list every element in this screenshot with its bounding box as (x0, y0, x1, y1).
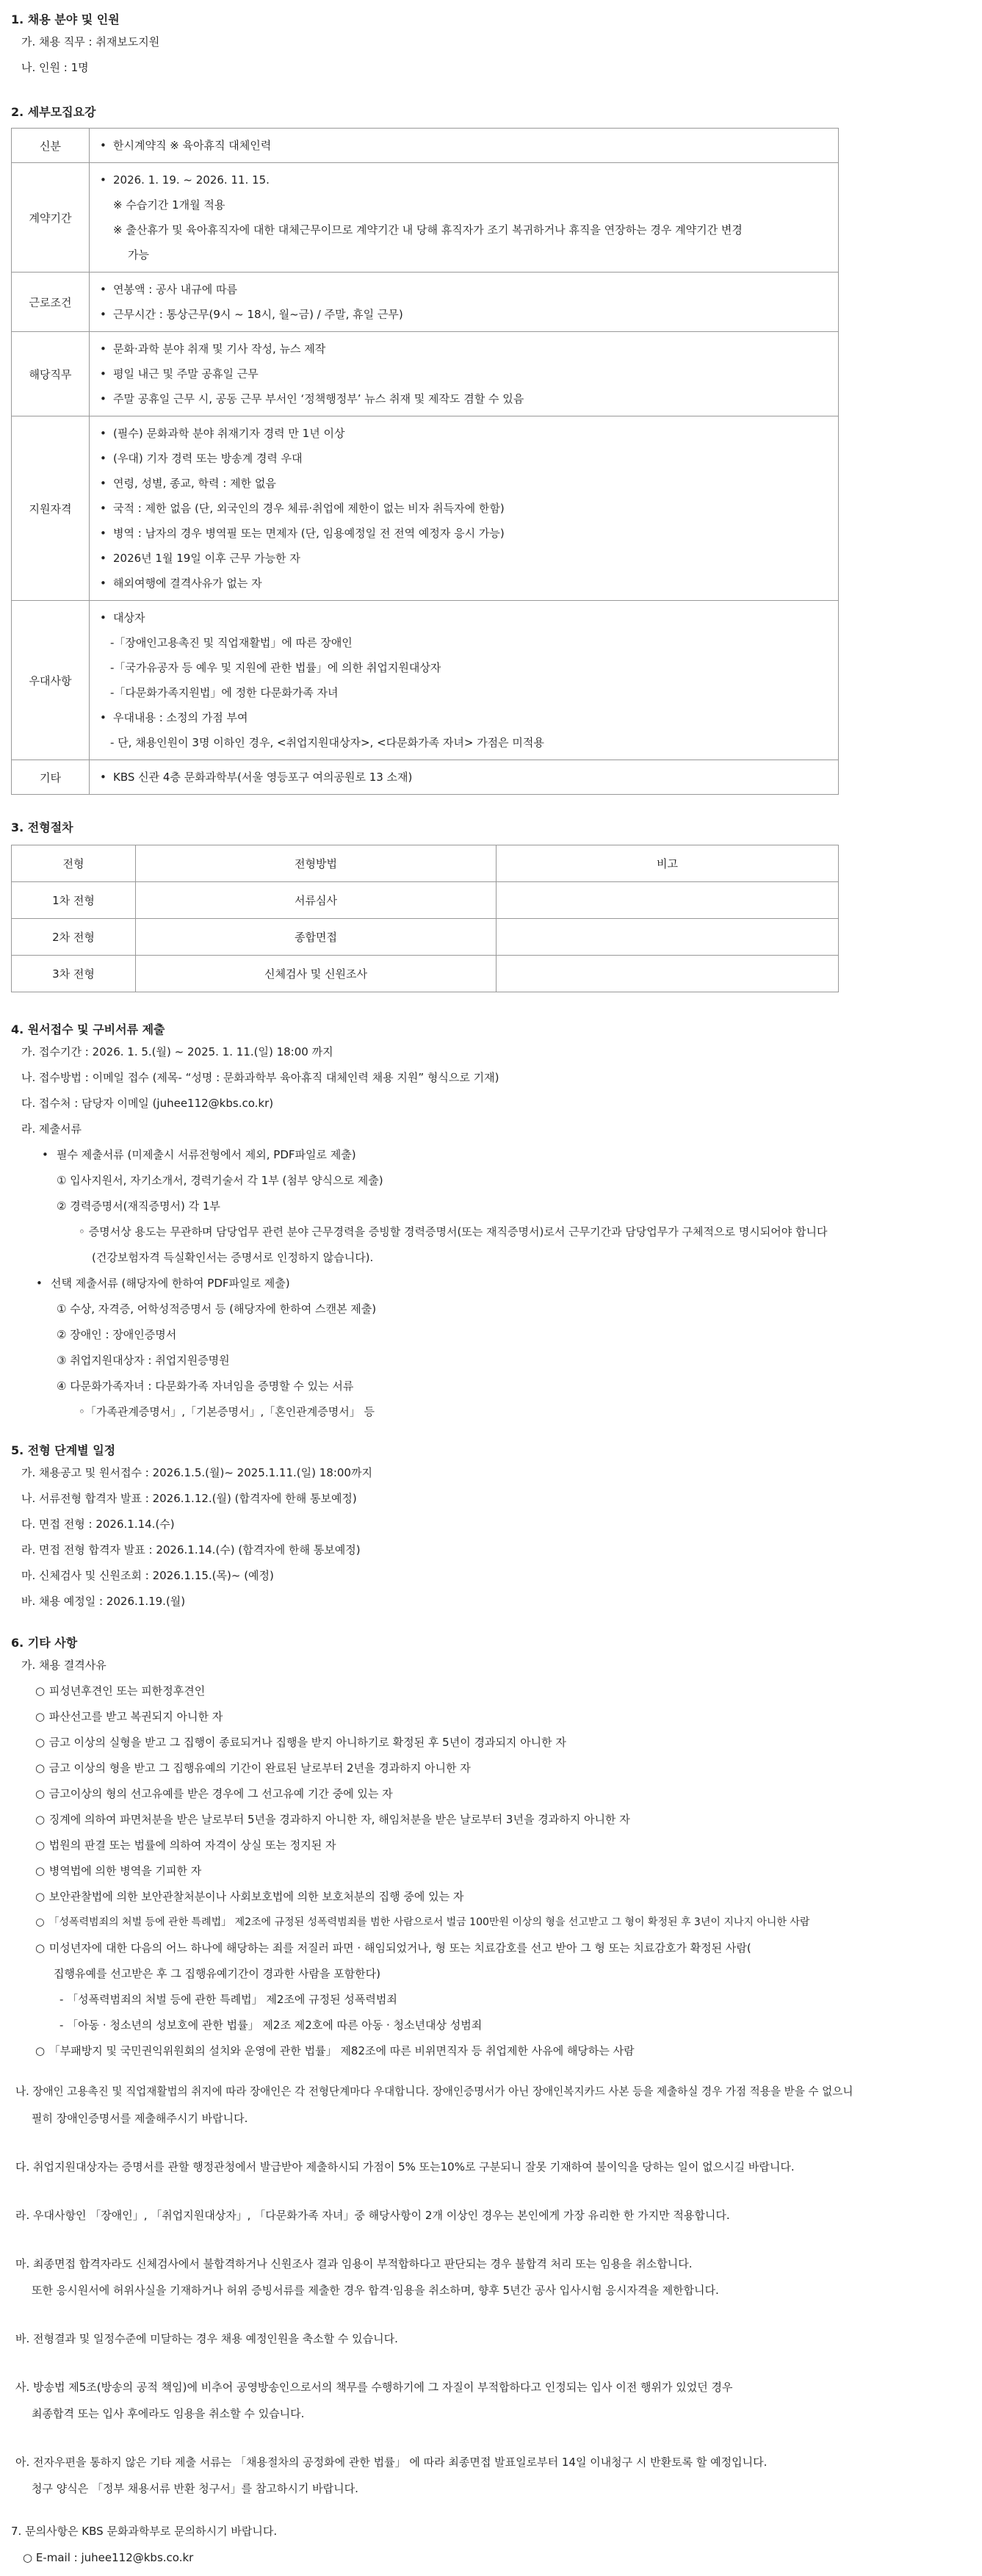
note-e-line1: 마. 최종면접 합격자라도 신체검사에서 불합격하거나 신원조사 결과 임용이 부적합하다고 판단되는 경우 불합격 처리 또는 임용을 취소합니다. (15, 2257, 693, 2270)
table-row (12, 882, 839, 919)
table-cell: 신체검사 및 신원조사 (136, 956, 497, 992)
s5-item-f: 바. 채용 예정일 : 2026.1.19.(월) (21, 1595, 186, 1608)
s4-item-c: 다. 접수처 : 담당자 이메일 (juhee112@kbs.co.kr) (21, 1097, 274, 1110)
table-row (12, 601, 839, 760)
optional-doc-2: ② 장애인 : 장애인증명서 (57, 1328, 177, 1341)
disqualification-item: ○ 병역법에 의한 병역을 기피한 자 (11, 1858, 966, 1884)
s6-item-a: 가. 채용 결격사유 (21, 1659, 106, 1672)
table-cell: 서류심사 (136, 882, 497, 919)
note-d: 라. 우대사항인 「장애인」, 「취업지원대상자」, 「다문화가족 자녀」중 해당사항이 2개 이상인 경우는 본인에게 가장 유리한 한 가지만 적용합니다. (15, 2209, 730, 2222)
disqualification-item: ○ 파산선고를 받고 복권되지 아니한 자 (11, 1704, 966, 1730)
row-note: ※ 수습기간 1개월 적용 (113, 198, 225, 212)
column-header: 비고 (497, 845, 839, 882)
s5-item-a: 가. 채용공고 및 원서접수 : 2026.1.5.(월)~ 2025.1.11.(일) 18:00까지 (21, 1466, 372, 1479)
s4-item-d: 라. 제출서류 (21, 1122, 82, 1136)
note-b-line2: 필히 장애인증명서를 제출해주시기 바랍니다. (32, 2112, 248, 2125)
table-row (12, 129, 839, 163)
section-3-title: 3. 전형절차 (11, 820, 73, 834)
column-header: 전형방법 (136, 845, 497, 882)
optional-docs-heading: 선택 제출서류 (해당자에 한하여 PDF파일로 제출) (51, 1277, 290, 1290)
table-cell: 2차 전형 (12, 919, 136, 956)
row-label: 지원자격 (12, 416, 90, 601)
row-item: • 주말 공휴일 근무 시, 공동 근무 부서인 ‘정책행정부’ 뉴스 취재 및 제작도 겸할 수 있음 (98, 386, 828, 411)
process-table (11, 845, 839, 992)
disqualification-item: ○ 금고이상의 형의 선고유예를 받은 경우에 그 선고유예 기간 중에 있는 자 (11, 1781, 966, 1807)
row-note: ※ 출산휴가 및 육아휴직자에 대한 대체근무이므로 계약기간 내 당해 휴직자가 조기 복귀하거나 휴직을 연장하는 경우 계약기간 변경 (113, 223, 743, 237)
row-item: • 국적 : 제한 없음 (단, 외국인의 경우 체류·취업에 제한이 없는 비자 취득자에 한함) (98, 496, 828, 521)
note-h-line2: 청구 양식은 「정부 채용서류 반환 청구서」를 참고하시기 바랍니다. (32, 2482, 358, 2495)
row-item: • 평일 내근 및 주말 공휴일 근무 (98, 361, 828, 386)
circle-icon: ○ (35, 1864, 46, 1877)
note-b-line1: 나. 장애인 고용촉진 및 직업재활법의 취지에 따라 장애인은 각 전형단계마다 우대합니다. 장애인증명서가 아닌 장애인복지카드 사본 등을 제출하실 경우 가점 적용을 받을 수 없으니 (15, 2085, 853, 2098)
row-label: 우대사항 (12, 601, 90, 760)
disqualification-subitem: - 「성폭력범죄의 처벌 등에 관한 특례법」 제2조에 규정된 성폭력범죄 (59, 1993, 397, 2006)
row-label: 해당직무 (12, 332, 90, 416)
s1-item-b: 나. 인원 : 1명 (21, 61, 89, 74)
row-item: • 병역 : 남자의 경우 병역필 또는 면제자 (단, 임용예정일 전 전역 예정자 응시 가능) (98, 521, 828, 546)
section-4-title: 4. 원서접수 및 구비서류 제출 (11, 1022, 165, 1036)
circle-icon: ○ (35, 1916, 45, 1928)
row-detail: -「다문화가족지원법」에 정한 다문화가족 자녀 (110, 686, 339, 699)
s5-item-c: 다. 면접 전형 : 2026.1.14.(수) (21, 1518, 175, 1531)
column-header: 전형 (12, 845, 136, 882)
disqualification-item: ○ 「성폭력범죄의 처벌 등에 관한 특례법」 제2조에 규정된 성폭력범죄를 범한 사람으로서 벌금 100만원 이상의 형을 선고받고 그 형이 확정된 후 3년이 지나지 아니한 사람 (11, 1910, 966, 1935)
job-posting-document (11, 10, 966, 2571)
row-item: • 2026. 1. 19. ~ 2026. 11. 15. (98, 167, 828, 192)
s5-item-b: 나. 서류전형 합격자 발표 : 2026.1.12.(월) (합격자에 한해 통보예정) (21, 1492, 357, 1505)
row-item: • 근무시간 : 통상근무(9시 ~ 18시, 월~금) / 주말, 휴일 근무) (98, 302, 828, 327)
circle-icon: ○ (35, 1941, 46, 1955)
note-h-line1: 아. 전자우편을 통하지 않은 기타 제출 서류는 「채용절차의 공정화에 관한 법률」 에 따라 최종면접 발표일로부터 14일 이내청구 시 반환토록 할 예정입니다. (15, 2456, 768, 2469)
section-6-title: 6. 기타 사항 (11, 1636, 78, 1650)
bullet-icon: • (36, 1277, 43, 1290)
disqualification-item: ○ 법원의 판결 또는 법률에 의하여 자격이 상실 또는 정지된 자 (11, 1833, 966, 1858)
row-item: • 해외여행에 결격사유가 없는 자 (98, 571, 828, 596)
disqualification-item: ○ 피성년후견인 또는 피한정후견인 (11, 1678, 966, 1704)
disqualification-item: ○ 금고 이상의 실형을 받고 그 집행이 종료되거나 집행을 받지 아니하기로 확정된 후 5년이 경과되지 아니한 자 (11, 1730, 966, 1756)
row-item: • 문화·과학 분야 취재 및 기사 작성, 뉴스 제작 (98, 336, 828, 361)
table-cell (497, 956, 839, 992)
row-label: 근로조건 (12, 273, 90, 332)
required-docs-heading: 필수 제출서류 (미제출시 서류전형에서 제외, PDF파일로 제출) (57, 1148, 356, 1161)
row-detail: -「장애인고용촉진 및 직업재활법」에 따른 장애인 (110, 636, 353, 649)
required-doc-1: ① 입사지원서, 자기소개서, 경력기술서 각 1부 (첨부 양식으로 제출) (57, 1174, 383, 1187)
s5-item-e: 마. 신체검사 및 신원조회 : 2026.1.15.(목)~ (예정) (21, 1569, 274, 1582)
table-row (12, 956, 839, 992)
section-7-title: 7. 문의사항은 KBS 문화과학부로 문의하시기 바랍니다. (11, 2525, 278, 2538)
bullet-icon: • (42, 1148, 48, 1161)
optional-doc-4-note: ◦「가족관계증명서」,「기본증명서」,「혼인관계증명서」 등 (79, 1405, 375, 1418)
required-doc-2-note: ◦ 증명서상 용도는 무관하며 담당업무 관련 분야 근무경력을 증빙할 경력증명서(또는 재직증명서)로서 근무기간과 담당업무가 구체적으로 명시되어야 합니다 (79, 1225, 828, 1238)
required-doc-2: ② 경력증명서(재직증명서) 각 1부 (57, 1199, 220, 1213)
optional-doc-1: ① 수상, 자격증, 어학성적증명서 등 (해당자에 한하여 스캔본 제출) (57, 1302, 377, 1316)
row-label: 신분 (12, 129, 90, 163)
row-item: • KBS 신관 4층 문화과학부(서울 영등포구 여의공원로 13 소재) (98, 765, 828, 790)
table-cell: 1차 전형 (12, 882, 136, 919)
s4-item-b: 나. 접수방법 : 이메일 접수 (제목- “성명 : 문화과학부 육아휴직 대체인력 채용 지원” 형식으로 기재) (21, 1071, 499, 1084)
section-1-title: 1. 채용 분야 및 인원 (11, 12, 120, 26)
row-item: • 우대내용 : 소정의 가점 부여 (98, 705, 828, 730)
table-row (12, 273, 839, 332)
row-detail: -「국가유공자 등 예우 및 지원에 관한 법률」에 의한 취업지원대상자 (110, 661, 441, 674)
disqualification-item: ○ 「부패방지 및 국민권익위원회의 설치와 운영에 관한 법률」 제82조에 따른 비위면직자 등 취업제한 사유에 해당하는 사람 (11, 2038, 966, 2064)
note-g-line1: 사. 방송법 제5조(방송의 공적 책임)에 비추어 공영방송인으로서의 책무를 수행하기에 그 자질이 부적합하다고 인정되는 입사 이전 행위가 있었던 경우 (15, 2381, 733, 2394)
disqualification-item-cont: 집행유예를 선고받은 후 그 집행유예기간이 경과한 사람을 포함한다) (54, 1967, 380, 1980)
disqualification-item: ○ 미성년자에 대한 다음의 어느 하나에 해당하는 죄를 저질러 파면 · 해임되었거나, 형 또는 치료감호를 선고 받아 그 형 또는 치료감호가 확정된 사람( (11, 1935, 966, 1961)
row-detail: - 단, 채용인원이 3명 이하인 경우, <취업지원대상자>, <다문화가족 자녀> 가점은 미적용 (110, 736, 544, 749)
requirements-table (11, 128, 839, 795)
s5-item-d: 라. 면접 전형 합격자 발표 : 2026.1.14.(수) (합격자에 한해 통보예정) (21, 1543, 361, 1556)
section-5-title: 5. 전형 단계별 일정 (11, 1443, 116, 1457)
table-cell (497, 919, 839, 956)
table-row (12, 760, 839, 795)
table-row (12, 919, 839, 956)
circle-icon: ○ (35, 1736, 46, 1749)
circle-icon: ○ (35, 2044, 46, 2057)
circle-icon: ○ (35, 1684, 46, 1698)
circle-icon: ○ (35, 1890, 46, 1903)
table-cell: 종합면접 (136, 919, 497, 956)
row-item: • 한시계약직 ※ 육아휴직 대체인력 (98, 133, 828, 158)
disqualification-item: ○ 징계에 의하여 파면처분을 받은 날로부터 5년을 경과하지 아니한 자, 해임처분을 받은 날로부터 3년을 경과하지 아니한 자 (11, 1807, 966, 1833)
circle-icon: ○ (35, 1787, 46, 1800)
s4-item-a: 가. 접수기간 : 2026. 1. 5.(월) ~ 2025. 1. 11.(일) 18:00 까지 (21, 1045, 333, 1058)
table-cell: 3차 전형 (12, 956, 136, 992)
row-item: • 2026년 1월 19일 이후 근무 가능한 자 (98, 546, 828, 571)
contact-email: ○ E-mail : juhee112@kbs.co.kr (23, 2551, 194, 2564)
table-row (12, 416, 839, 601)
table-row (12, 332, 839, 416)
optional-doc-3: ③ 취업지원대상자 : 취업지원증명원 (57, 1354, 230, 1367)
circle-icon: ○ (35, 1839, 46, 1852)
disqualification-item: ○ 금고 이상의 형을 받고 그 집행유예의 기간이 완료된 날로부터 2년을 경과하지 아니한 자 (11, 1756, 966, 1781)
s1-item-a: 가. 채용 직무 : 취재보도지원 (21, 35, 160, 48)
row-item: • (우대) 기자 경력 또는 방송계 경력 우대 (98, 446, 828, 471)
row-item: • 연령, 성별, 종교, 학력 : 제한 없음 (98, 471, 828, 496)
note-g-line2: 최종합격 또는 입사 후에라도 임용을 취소할 수 있습니다. (32, 2407, 305, 2420)
row-label: 계약기간 (12, 163, 90, 273)
note-e-line2: 또한 응시원서에 허위사실을 기재하거나 허위 증빙서류를 제출한 경우 합격·임용을 취소하며, 향후 5년간 공사 입사시험 응시자격을 제한합니다. (32, 2284, 719, 2297)
note-c: 다. 취업지원대상자는 증명서를 관할 행정관청에서 발급받아 제출하시되 가점이 5% 또는10%로 구분되니 잘못 기재하여 불이익을 당하는 일이 없으시길 바랍니다. (15, 2160, 795, 2173)
row-label: 기타 (12, 760, 90, 795)
section-2-title: 2. 세부모집요강 (11, 105, 96, 119)
row-item: • 대상자 (98, 605, 828, 630)
circle-icon: ○ (35, 1813, 46, 1826)
circle-icon: ○ (35, 1761, 46, 1775)
table-header-row (12, 845, 839, 882)
disqualification-item: ○ 보안관찰법에 의한 보안관찰처분이나 사회보호법에 의한 보호처분의 집행 중에 있는 자 (11, 1884, 966, 1910)
optional-doc-4: ④ 다문화가족자녀 : 다문화가족 자녀임을 증명할 수 있는 서류 (57, 1379, 354, 1393)
note-f: 바. 전형결과 및 일정수준에 미달하는 경우 채용 예정인원을 축소할 수 있습니다. (15, 2332, 398, 2345)
circle-icon: ○ (35, 1710, 46, 1723)
row-item: • 연봉액 : 공사 내규에 따름 (98, 277, 828, 302)
table-row (12, 163, 839, 273)
row-note: 가능 (128, 248, 149, 261)
required-doc-2-note-cont: (건강보험자격 득실확인서는 증명서로 인정하지 않습니다). (92, 1251, 374, 1264)
row-item: • (필수) 문화과학 분야 취재기자 경력 만 1년 이상 (98, 421, 828, 446)
table-cell (497, 882, 839, 919)
disqualification-subitem: - 「아동 · 청소년의 성보호에 관한 법률」 제2조 제2호에 따른 아동 · 청소년대상 성범죄 (59, 2018, 483, 2032)
